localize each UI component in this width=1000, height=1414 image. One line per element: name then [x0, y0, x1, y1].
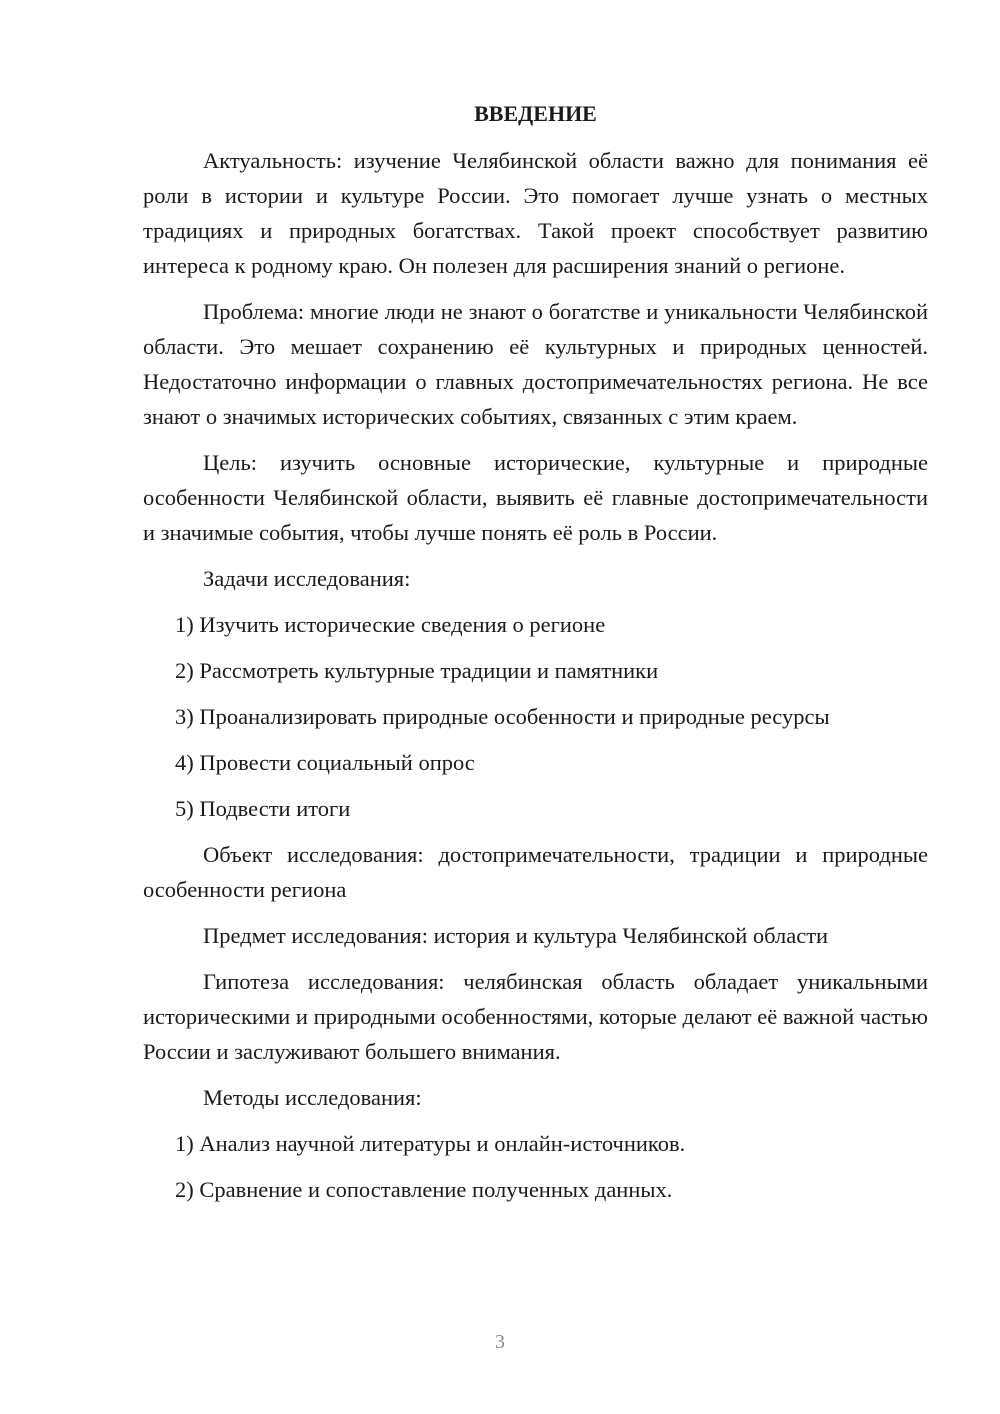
- method-item: 1) Анализ научной литературы и онлайн-источников.: [175, 1131, 686, 1156]
- task-item: 2) Рассмотреть культурные традиции и памятники: [175, 658, 659, 683]
- methods-heading: Методы исследования:: [203, 1085, 422, 1110]
- task-item: 5) Подвести итоги: [175, 796, 351, 821]
- subject-paragraph: Предмет исследования: история и культура Челябинской области: [203, 923, 829, 948]
- goal-paragraph: Цель: изучить основные исторические, культурные и природные особенности Челябинской области, выявить её главные достопримечательности и значимые события, чтобы лучше понять её роль в России.: [143, 450, 928, 545]
- hypothesis-paragraph: Гипотеза исследования: челябинская область обладает уникальными историческими и природными особенностями, которые делают её важной частью России и заслуживают большего внимания.: [143, 969, 928, 1064]
- page-content: [143, 96, 928, 1218]
- task-item: 3) Проанализировать природные особенности и природные ресурсы: [175, 704, 830, 729]
- relevance-paragraph: Актуальность: изучение Челябинской области важно для понимания её роли в истории и культуре России. Это помогает лучше узнать о местных традициях и природных богатствах. Такой проект способствует развитию интереса к родному краю. Он полезен для расширения знаний о регионе.: [143, 148, 928, 278]
- task-item: 1) Изучить исторические сведения о регионе: [175, 612, 606, 637]
- method-item: 2) Сравнение и сопоставление полученных данных.: [175, 1177, 673, 1202]
- problem-paragraph: Проблема: многие люди не знают о богатстве и уникальности Челябинской области. Это мешает сохранению её культурных и природных ценностей. Недостаточно информации о главных достопримечательностях региона. Не все знают о значимых исторических событиях, связанных с этим краем.: [143, 299, 928, 429]
- page-number: 3: [495, 1331, 505, 1353]
- object-paragraph: Объект исследования: достопримечательности, традиции и природные особенности региона: [143, 842, 928, 902]
- task-item: 4) Провести социальный опрос: [175, 750, 475, 775]
- section-title: ВВЕДЕНИЕ: [474, 101, 597, 126]
- tasks-heading: Задачи исследования:: [203, 566, 411, 591]
